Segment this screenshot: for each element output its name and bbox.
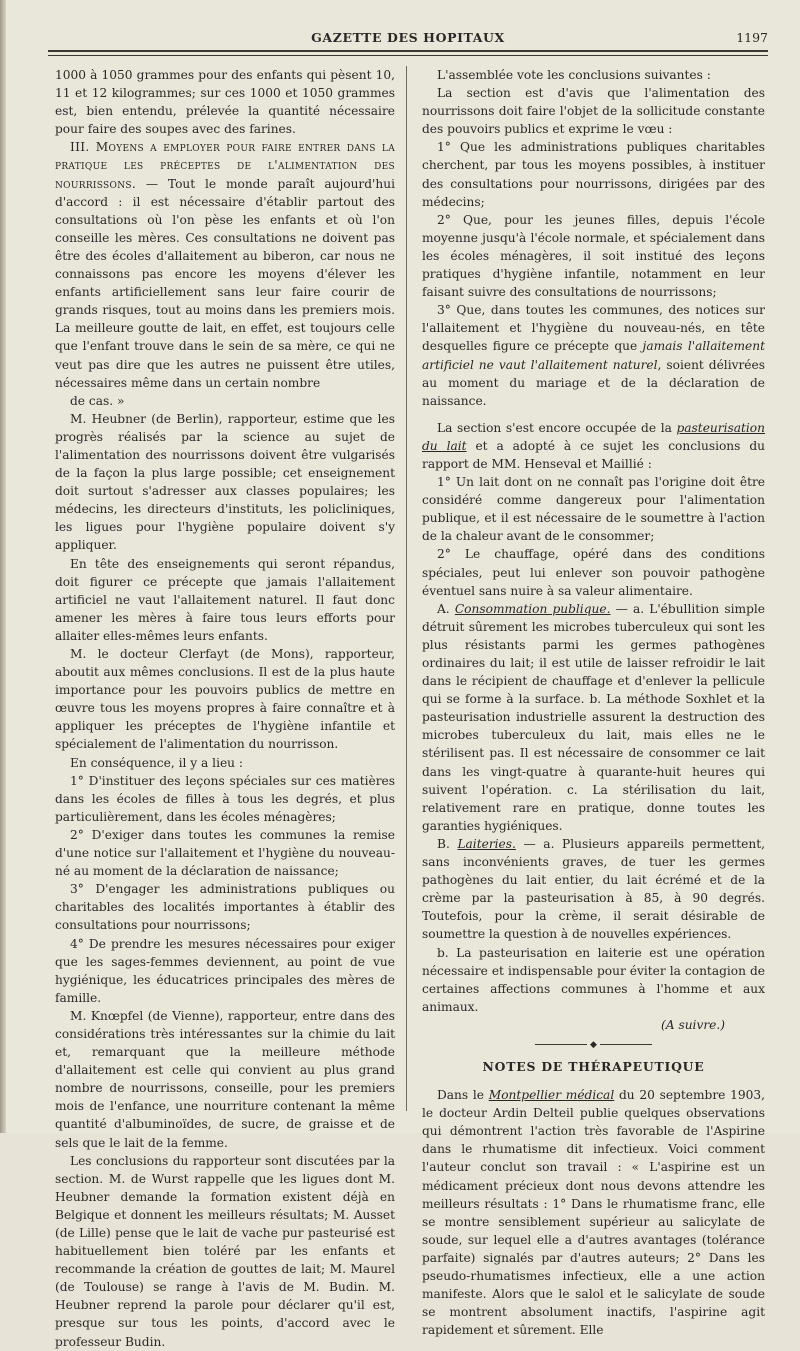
paragraph [422, 1086, 765, 1339]
right-column [422, 66, 765, 1339]
paragraph: 1000 à 1050 grammes pour des enfants qui pèsent 10, 11 et 12 kilogrammes; sur ces 1000 et 1050 grammes est, bien entendu, prélevée la quantité nécessaire pour faire des soupes avec des farines. [55, 68, 395, 137]
text-run: 3° Que, dans toutes les communes, des notices sur l'allaitement et l'hygiène du nouveau-nés, en tête desquelles figure ce précepte que [422, 303, 765, 354]
section-ornament [422, 1040, 765, 1050]
text-run: A. [437, 601, 455, 616]
ornament-diamond-icon: ◆ [590, 1039, 597, 1050]
text-run: La section s'est encore occupée de la [437, 420, 677, 435]
paragraph: L'assemblée vote les conclusions suivantes : [437, 68, 711, 82]
italic-text: Laiteries. [457, 836, 516, 851]
text-run: B. [437, 836, 458, 851]
paragraph: En tête des enseignements qui seront répandus, doit figurer ce précepte que jamais l'allaitement artificiel ne vaut l'allaitement naturel. Il faut donc amener les mères à faire tous leurs efforts pour allaiter elles-mêmes leurs enfants. [55, 556, 395, 643]
paragraph: M. le docteur Clerfayt (de Mons), rapporteur, aboutit aux mêmes conclusions. Il est de la plus haute importance pour les pouvoirs publics de mettre en œuvre tous les moyens propres à faire connaître et à appliquer les préceptes de l'hygiène infantile et spécialement de l'alimentation du nourrisson. [55, 647, 395, 752]
ornament-line [600, 1044, 652, 1045]
italic-text: jamais l'allaitement artificiel ne vaut l'allaitement naturel [422, 339, 765, 372]
paragraph: b. La pasteurisation en laiterie est une opération nécessaire et indispensable pour éviter la contagion de certaines affections communes à l'homme et aux animaux. [422, 945, 765, 1014]
list-item: 1° Un lait dont on ne connaît pas l'origine doit être considéré comme dangereux pour l'alimentation publique, et il est nécessaire de le soumettre à l'action de la chaleur avant de le consommer; [422, 475, 765, 544]
text-run: — a. L'ébullition simple détruit sûrement les microbes tuberculeux qui sont les plus résistants parmi les germes pathogènes ordinaires du lait; il est utile de laisser refroidir le lait dans le récipient de chauffage et d'enlever la pellicule qui se forme à la surface. b. La méthode Soxhlet et la pasteurisation industrielle assurent la destruction des microbes tuberculeux du lait, mais elles ne le stérilisent pas. Il est nécessaire de consommer ce lait dans les vingt-quatre à quarante-huit heures qui suivent l'opération. c. La stérilisation du lait, relativement rare en pratique, donne toutes les garanties hygiéniques. [422, 601, 765, 833]
section-three-heading: III. Moyens a employer pour faire entrer dans la pratique les préceptes de l'alimentation des nourrissons. [55, 140, 395, 191]
list-item: 4° De prendre les mesures nécessaires pour exiger que les sages-femmes deviennent, au point de vue hygiénique, les éducatrices principales des mères de famille. [55, 936, 395, 1005]
page-binding-edge [0, 0, 6, 1133]
column-divider [406, 66, 407, 1111]
ornament-line [535, 1044, 587, 1045]
paragraph [422, 419, 765, 473]
text-run: , soient délivrées au moment du mariage et de la déclaration de naissance. [422, 357, 765, 408]
list-item: 1° D'instituer des leçons spéciales sur ces matières dans les écoles de filles à tous les degrés, et plus particulièrement, dans les écoles ménagères; [55, 773, 395, 824]
header-double-rule [48, 50, 768, 56]
italic-text: Consommation publique. [454, 601, 611, 616]
text-run: Dans le [437, 1088, 489, 1103]
paragraph: de cas. » [70, 393, 125, 408]
paragraph: En conséquence, il y a lieu : [70, 755, 244, 770]
list-item: 2° Le chauffage, opéré dans des conditions spéciales, peut lui enlever son pouvoir pathogène éventuel sans nuire à sa valeur alimentaire. [422, 547, 765, 598]
left-column [55, 66, 395, 1351]
text-run: — a. Plusieurs appareils permettent, sans inconvénients graves, de tuer les germes pathogènes du lait entier, du lait écrémé et de la crème par la pasteurisation à 85, à 90 degrés. Toutefois, pour la crème, il serait désirable de soumettre la question à de nouvelles expériences. [422, 836, 765, 942]
list-item: 3° D'engager les administrations publiques ou charitables des localités importantes à établir des consultations pour nourrissons; [55, 882, 395, 933]
paragraph: La section est d'avis que l'alimentation des nourrissons doit faire l'objet de la sollicitude constante des pouvoirs publics et exprime le vœu : [422, 86, 765, 137]
paragraph: Les conclusions du rapporteur sont discutées par la section. M. de Wurst rappelle que les ligues dont M. Heubner demande la formation existent déjà en Belgique et donnent les meilleurs résultats; M. Ausset (de Lille) pense que le lait de vache pur pasteurisé est habituellement bien toléré par les enfants et recommande la création de gouttes de lait; M. Maurel (de Toulouse) se range à l'avis de M. Budin. M. Heubner reprend la parole pour déclarer qu'il est, presque sur tous les points, d'accord avec le professeur Budin. [55, 1153, 395, 1349]
list-item: 1° Que les administrations publiques charitables cherchent, par tous les moyens possibles, à instituer des consultations pour nourrissons, dirigées par des médecins; [422, 140, 765, 209]
list-item: 2° D'exiger dans toutes les communes la remise d'une notice sur l'allaitement et l'hygiène du nouveau-né au moment de la déclaration de naissance; [55, 827, 395, 879]
text-run: du 20 septembre 1903, le docteur Ardin Delteil publie quelques observations qui démontrent l'action très favorable de l'Aspirine dans le rhumatisme dit infectieux. Voici comment l'auteur conclut son travail : « L'aspirine est un médicament précieux dont nous devons attendre les meilleurs résultats : 1° Dans le rhumatisme franc, elle se montre sensiblement supérieur au salicylate de soude, sur lequel elle a d'autres avantages (tolérance parfaite) signalés par d'autres auteurs; 2° Dans les pseudo-rhumatismes infectieux, elle a une action manifeste. Alors que le salol et le salicylate de soude se montrent absolument inactifs, l'aspirine agit rapidement et sûrement. Elle [422, 1088, 765, 1338]
section-three-paragraph [55, 138, 395, 391]
section-three-text: — Tout le monde paraît aujourd'hui d'accord : il est nécessaire d'établir partout des consultations où l'on pèse les enfants et où l'on conseille les mères. Ces consultations ne doivent pas être des écoles d'allaitement au biberon, car nous ne connaissons pas encore les moyens d'élever les enfants artificiellement sans leur faire courir de grands risques, tout au moins dans les premiers mois. La meilleure goutte de lait, en effet, est toujours celle que l'enfant trouve dans le sein de sa mère, ce qui ne veut pas dire que les autres ne puissent être utiles, nécessaires même dans un certain nombre [55, 176, 395, 390]
journal-title: GAZETTE DES HOPITAUX [311, 30, 505, 45]
page-number: 1197 [736, 30, 768, 45]
italic-text: pasteurisation du lait [422, 420, 765, 453]
text-run: et a adopté à ce sujet les conclusions du rapport de MM. Henseval et Maillié : [422, 438, 765, 471]
paragraph: M. Knœpfel (de Vienne), rapporteur, entre dans des considérations très intéressantes sur la chimie du lait et, remarquant que la meilleure méthode d'allaitement est celle qui convient au plus grand nombre de nourrissons, conseille, pour les premiers mois de l'enfance, une nourriture contenant la même quantité d'albuminoïdes, de sucre, de graisse et de sels que le lait de la femme. [55, 1008, 395, 1150]
to-be-continued: (A suivre.) [661, 1017, 725, 1032]
paragraph [422, 835, 765, 944]
list-item: 2° Que, pour les jeunes filles, depuis l'école moyenne jusqu'à l'école normale, et spécialement dans les écoles ménagères, il soit institué des leçons pratiques d'hygiène infantile, notamment en leur faisant suivre des consultations de nourrissons; [422, 212, 765, 300]
list-item [422, 301, 765, 410]
running-header [48, 26, 768, 50]
notes-section-title: NOTES DE THÉRAPEUTIQUE [482, 1058, 705, 1074]
italic-text: Montpellier médical [488, 1088, 615, 1103]
paragraph [422, 600, 765, 835]
paragraph: M. Heubner (de Berlin), rapporteur, estime que les progrès réalisés par la science au sujet de l'alimentation des nourrissons doivent être vulgarisés de la façon la plus large possible; cet enseignement doit surtout s'adresser aux classes populaires; les médecins, les directeurs d'instituts, les policliniques, les ligues pour l'hygiène populaire doivent s'y appliquer. [55, 411, 395, 553]
